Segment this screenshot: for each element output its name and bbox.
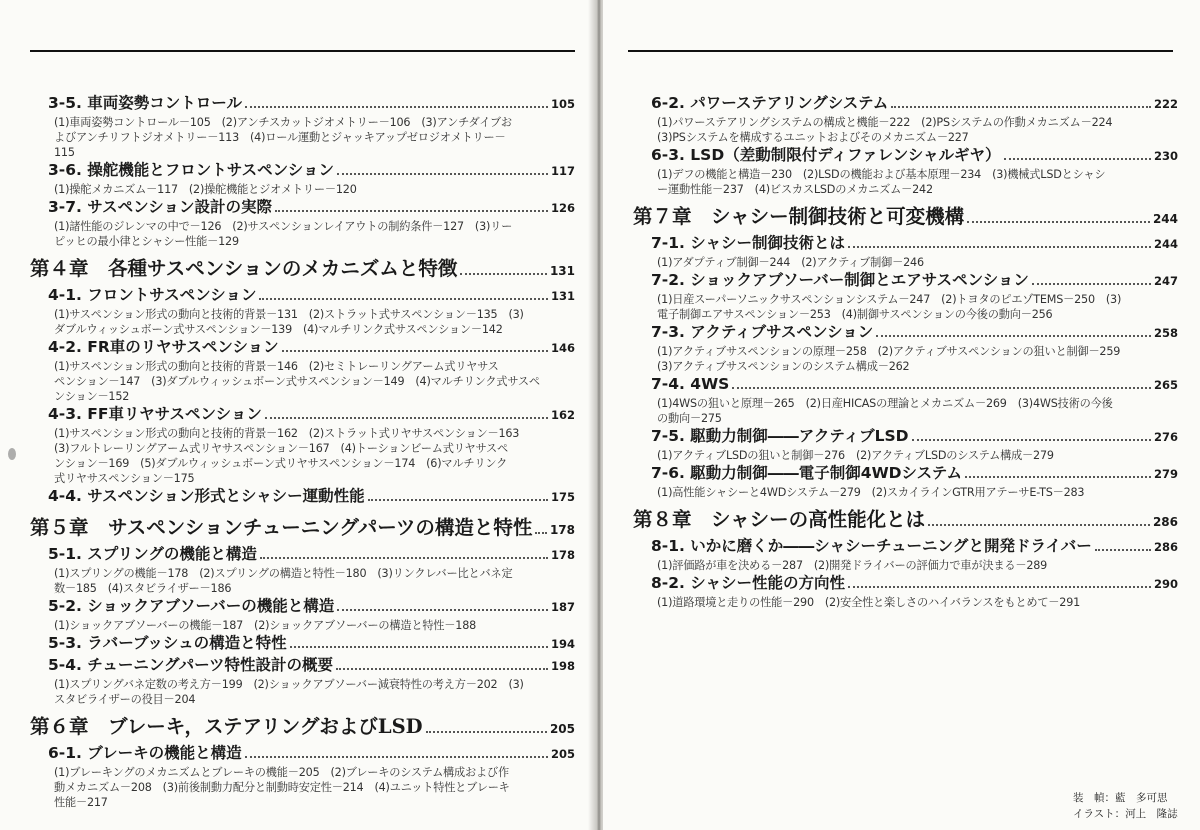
toc-entry-title: 第５章 サスペンションチューニングパーツの構造と特性 bbox=[30, 516, 533, 539]
dot-leader bbox=[876, 335, 1151, 337]
toc-entry-title: 4-4. サスペンション形式とシャシー運動性能 bbox=[48, 487, 365, 505]
credit-illustration bbox=[1073, 806, 1178, 822]
toc-page-number: 279 bbox=[1153, 467, 1178, 481]
toc-subtopic-line: (1)諸性能のジレンマの中で－126 (2)サスペンションレイアウトの制約条件－127 (3)リー bbox=[54, 220, 513, 233]
toc-section bbox=[633, 426, 1178, 448]
toc-page-number: 126 bbox=[550, 201, 575, 215]
credit-name: 河上 隆誌 bbox=[1125, 808, 1178, 820]
toc-entry-title: 6-1. ブレーキの機能と構造 bbox=[48, 744, 242, 762]
toc-chapter bbox=[30, 713, 575, 743]
toc-section bbox=[30, 404, 575, 426]
toc-page-number: 265 bbox=[1153, 378, 1178, 392]
dot-leader bbox=[1004, 158, 1151, 160]
toc-subtopic-line: ピッヒの最小律とシャシー性能－129 bbox=[54, 235, 239, 248]
toc-page-number: 178 bbox=[549, 523, 575, 537]
dot-leader bbox=[891, 106, 1151, 108]
toc-subtopic-line: (1)ブレーキングのメカニズムとブレーキの機能－205 (2)ブレーキのシステム構成および作 bbox=[54, 766, 509, 779]
toc-page-number: 276 bbox=[1153, 430, 1178, 444]
dot-leader bbox=[1095, 549, 1151, 551]
toc-page-number: 198 bbox=[550, 659, 575, 673]
toc-page-number: 244 bbox=[1152, 212, 1178, 226]
toc-chapter bbox=[30, 255, 575, 285]
toc-subtopic-line: ンション－152 bbox=[54, 390, 130, 403]
toc-page-number: 117 bbox=[550, 164, 575, 178]
smudge-mark bbox=[8, 448, 16, 460]
toc-chapter bbox=[633, 506, 1178, 536]
toc-section bbox=[30, 655, 575, 677]
dot-leader bbox=[928, 524, 1150, 526]
toc-subtopic-line: (3)フルトレーリングアーム式リヤサスペンション－167 (4)トーションビーム式リヤサスペ bbox=[54, 442, 509, 455]
toc-subtopic-line: よびアンチリフトジオメトリー－113 (4)ロール運動とジャッキアップゼロジオメトリー－ bbox=[54, 131, 506, 144]
toc-subtopic-line: (3)PSシステムを構成するユニットおよびそのメカニズム－227 bbox=[657, 131, 969, 144]
toc-section bbox=[30, 596, 575, 618]
toc-entry-title: 3-5. 車両姿勢コントロール bbox=[48, 94, 242, 112]
toc-section bbox=[633, 145, 1178, 167]
toc-subtopics bbox=[30, 359, 575, 404]
toc-chapter bbox=[30, 514, 575, 544]
toc-section bbox=[633, 536, 1178, 558]
dot-leader bbox=[965, 476, 1151, 478]
toc-subtopic-line: (1)ショックアブソーバーの機能－187 (2)ショックアブソーバーの構造と特性－188 bbox=[54, 619, 477, 632]
credit-label: イラスト： bbox=[1073, 808, 1126, 820]
toc-entry-title: 7-6. 駆動力制御――電子制御4WDシステム bbox=[651, 464, 962, 482]
toc-subtopics bbox=[30, 618, 575, 633]
toc-subtopic-line: ンション－169 (5)ダブルウィッシュボーン式リヤサスペンション－174 (6)マルチリンク bbox=[54, 457, 508, 470]
toc-entry-title: 7-3. アクティブサスペンション bbox=[651, 323, 874, 341]
toc-subtopic-line: スタビライザーの役目－204 bbox=[54, 693, 196, 706]
toc-entry-title: 4-2. FR車のリヤサスペンション bbox=[48, 338, 279, 356]
dot-leader bbox=[260, 557, 548, 559]
toc-subtopic-line: (3)アクティブサスペンションのシステム構成－262 bbox=[657, 360, 910, 373]
toc-subtopic-line: (1)アダプティブ制御－244 (2)アクティブ制御－246 bbox=[657, 256, 924, 269]
toc-subtopic-line: 動メカニズム－208 (3)前後制動力配分と制動時安定性－214 (4)ユニット特性とブレーキ bbox=[54, 781, 510, 794]
toc-entry-title: 第７章 シャシー制御技術と可変機構 bbox=[633, 205, 965, 228]
toc-entry-title: 8-1. いかに磨くか――シャシーチューニングと開発ドライバー bbox=[651, 537, 1092, 555]
toc-subtopics bbox=[30, 307, 575, 337]
toc-entry-title: 7-4. 4WS bbox=[651, 375, 730, 393]
dot-leader bbox=[368, 499, 548, 501]
dot-leader bbox=[337, 609, 548, 611]
toc-subtopics bbox=[633, 344, 1178, 374]
toc-page-number: 205 bbox=[549, 722, 575, 736]
toc-section bbox=[30, 486, 575, 508]
toc-entry-title: 3-7. サスペンション設計の実際 bbox=[48, 198, 272, 216]
toc-subtopic-line: (1)4WSの狙いと原理－265 (2)日産HICASの理論とメカニズム－269 (3)4WS技術の今後 bbox=[657, 397, 1113, 410]
toc-section bbox=[633, 233, 1178, 255]
toc-subtopics bbox=[30, 765, 575, 810]
toc-page-number: 178 bbox=[550, 548, 575, 562]
toc-page-number: 244 bbox=[1153, 237, 1178, 251]
toc-subtopics bbox=[30, 566, 575, 596]
toc-right bbox=[633, 93, 1178, 610]
dot-leader bbox=[426, 731, 547, 733]
toc-subtopic-line: の動向－275 bbox=[657, 412, 722, 425]
toc-entry-title: 7-2. ショックアブソーバー制御とエアサスペンション bbox=[651, 271, 1029, 289]
toc-subtopic-line: (1)パワーステアリングシステムの構成と機能－222 (2)PSシステムの作動メカニズム－224 bbox=[657, 116, 1113, 129]
toc-section bbox=[30, 93, 575, 115]
toc-section bbox=[30, 544, 575, 566]
toc-subtopic-line: 電子制御エアサスペンション－253 (4)制御サスペンションの今後の動向－256 bbox=[657, 308, 1053, 321]
toc-subtopics bbox=[30, 182, 575, 197]
left-page bbox=[0, 0, 598, 830]
toc-section bbox=[30, 743, 575, 765]
toc-section bbox=[633, 463, 1178, 485]
toc-subtopics bbox=[30, 115, 575, 160]
dot-leader bbox=[967, 221, 1150, 223]
toc-page-number: 187 bbox=[550, 600, 575, 614]
toc-subtopic-line: 性能－217 bbox=[54, 796, 108, 809]
toc-section bbox=[30, 337, 575, 359]
toc-entry-title: 5-2. ショックアブソーバーの機能と構造 bbox=[48, 597, 335, 615]
right-page bbox=[603, 0, 1200, 830]
dot-leader bbox=[535, 532, 547, 534]
toc-subtopic-line: (1)道路環境と走りの性能－290 (2)安全性と楽しさのハイバランスをもとめて－291 bbox=[657, 596, 1081, 609]
toc-subtopics bbox=[633, 595, 1178, 610]
toc-entry-title: 第８章 シャシーの高性能化とは bbox=[633, 508, 926, 531]
toc-subtopic-line: 式リヤサスペンション－175 bbox=[54, 472, 195, 485]
toc-entry-title: 3-6. 操舵機能とフロントサスペンション bbox=[48, 161, 334, 179]
dot-leader bbox=[259, 298, 548, 300]
top-rule bbox=[628, 50, 1173, 52]
toc-entry-title: 6-3. LSD（差動制限付ディファレンシャルギヤ） bbox=[651, 146, 1001, 164]
toc-page-number: 230 bbox=[1153, 149, 1178, 163]
dot-leader bbox=[336, 668, 548, 670]
toc-entry-title: 4-3. FF車リヤサスペンション bbox=[48, 405, 262, 423]
toc-entry-title: 5-4. チューニングパーツ特性設計の概要 bbox=[48, 656, 333, 674]
dot-leader bbox=[265, 417, 548, 419]
dot-leader bbox=[290, 646, 548, 648]
toc-subtopic-line: 数－185 (4)スタビライザー－186 bbox=[54, 582, 232, 595]
credit-binding bbox=[1073, 790, 1178, 806]
toc-subtopic-line: (1)スプリングの機能－178 (2)スプリングの構造と特性－180 (3)リンクレバー比とバネ定 bbox=[54, 567, 513, 580]
dot-leader bbox=[848, 586, 1151, 588]
toc-subtopics bbox=[633, 115, 1178, 145]
toc-entry-title: 7-1. シャシー制御技術とは bbox=[651, 234, 845, 252]
dot-leader bbox=[460, 273, 547, 275]
toc-subtopics bbox=[633, 255, 1178, 270]
toc-subtopic-line: (1)サスペンション形式の動向と技術的背景－162 (2)ストラット式リヤサスペンション－163 bbox=[54, 427, 520, 440]
dot-leader bbox=[282, 350, 548, 352]
toc-page-number: 222 bbox=[1153, 97, 1178, 111]
credit-name: 藍 多可思 bbox=[1115, 792, 1168, 804]
top-rule bbox=[30, 50, 575, 52]
dot-leader bbox=[245, 756, 548, 758]
toc-page-number: 286 bbox=[1152, 515, 1178, 529]
toc-section bbox=[633, 270, 1178, 292]
toc-section bbox=[633, 322, 1178, 344]
toc-page-number: 290 bbox=[1153, 577, 1178, 591]
toc-section bbox=[633, 573, 1178, 595]
toc-subtopics bbox=[633, 292, 1178, 322]
toc-page-number: 105 bbox=[550, 97, 575, 111]
credit-label: 装 幀： bbox=[1073, 792, 1115, 804]
dot-leader bbox=[848, 246, 1151, 248]
toc-subtopic-line: ダブルウィッシュボーン式サスペンション－139 (4)マルチリンク式サスペンション－142 bbox=[54, 323, 503, 336]
toc-page-number: 194 bbox=[550, 637, 575, 651]
toc-subtopic-line: (1)評価路が車を決める－287 (2)開発ドライバーの評価力で車が決まる－289 bbox=[657, 559, 1048, 572]
toc-page-number: 175 bbox=[550, 490, 575, 504]
toc-section bbox=[633, 93, 1178, 115]
toc-left bbox=[30, 93, 575, 810]
toc-subtopics bbox=[633, 485, 1178, 500]
dot-leader bbox=[245, 106, 548, 108]
toc-entry-title: 第４章 各種サスペンションのメカニズムと特徴 bbox=[30, 257, 458, 280]
dot-leader bbox=[275, 210, 548, 212]
toc-subtopic-line: ー運動性能－237 (4)ビスカスLSDのメカニズム－242 bbox=[657, 183, 933, 196]
toc-page-number: 162 bbox=[550, 408, 575, 422]
toc-subtopic-line: (1)スプリングバネ定数の考え方－199 (2)ショックアブソーバー減衰特性の考え方－202 (3) bbox=[54, 678, 524, 691]
toc-subtopic-line: (1)サスペンション形式の動向と技術的背景－146 (2)セミトレーリングアーム式リヤサス bbox=[54, 360, 499, 373]
toc-section bbox=[30, 160, 575, 182]
toc-subtopic-line: ペンション－147 (3)ダブルウィッシュボーン式サスペンション－149 (4)マルチリンク式サスペ bbox=[54, 375, 540, 388]
toc-page-number: 131 bbox=[550, 289, 575, 303]
toc-entry-title: 6-2. パワーステアリングシステム bbox=[651, 94, 889, 112]
toc-subtopics bbox=[30, 426, 575, 486]
toc-entry-title: 5-1. スプリングの機能と構造 bbox=[48, 545, 257, 563]
toc-subtopic-line: (1)アクティブLSDの狙いと制御－276 (2)アクティブLSDのシステム構成－279 bbox=[657, 449, 1054, 462]
toc-subtopic-line: (1)サスペンション形式の動向と技術的背景－131 (2)ストラット式サスペンション－135 (3) bbox=[54, 308, 524, 321]
toc-entry-title: 7-5. 駆動力制御――アクティブLSD bbox=[651, 427, 909, 445]
dot-leader bbox=[337, 173, 548, 175]
toc-subtopics bbox=[633, 396, 1178, 426]
toc-entry-title: 5-3. ラバーブッシュの構造と特性 bbox=[48, 634, 287, 652]
toc-page-number: 205 bbox=[550, 747, 575, 761]
toc-subtopic-line: (1)デフの機能と構造－230 (2)LSDの機能および基本原理－234 (3)機械式LSDとシャシ bbox=[657, 168, 1106, 181]
toc-subtopics bbox=[633, 558, 1178, 573]
toc-subtopic-line: (1)アクティブサスペンションの原理－258 (2)アクティブサスペンションの狙いと制御－259 bbox=[657, 345, 1121, 358]
toc-section bbox=[633, 374, 1178, 396]
toc-entry-title: 第６章 ブレーキ，ステアリングおよびLSD bbox=[30, 715, 423, 738]
dot-leader bbox=[912, 439, 1151, 441]
toc-section bbox=[30, 197, 575, 219]
dot-leader bbox=[732, 387, 1151, 389]
toc-entry-title: 4-1. フロントサスペンション bbox=[48, 286, 257, 304]
toc-subtopic-line: (1)高性能シャシーと4WDシステム－279 (2)スカイラインGTR用アテーサE-TS－283 bbox=[657, 486, 1085, 499]
toc-page-number: 286 bbox=[1153, 540, 1178, 554]
toc-subtopics bbox=[633, 167, 1178, 197]
dot-leader bbox=[1032, 283, 1151, 285]
toc-subtopic-line: (1)操舵メカニズム－117 (2)操舵機能とジオメトリー－120 bbox=[54, 183, 357, 196]
toc-subtopic-line: (1)車両姿勢コントロール－105 (2)アンチスカットジオメトリー－106 (3)アンチダイブお bbox=[54, 116, 512, 129]
toc-subtopics bbox=[30, 677, 575, 707]
toc-page-number: 131 bbox=[549, 264, 575, 278]
toc-chapter bbox=[633, 203, 1178, 233]
toc-section bbox=[30, 633, 575, 655]
toc-entry-title: 8-2. シャシー性能の方向性 bbox=[651, 574, 845, 592]
toc-subtopic-line: (1)日産スーパーソニックサスペンションシステム－247 (2)トヨタのピエゾTEMS－250 (3) bbox=[657, 293, 1122, 306]
toc-subtopics bbox=[633, 448, 1178, 463]
toc-subtopics bbox=[30, 219, 575, 249]
toc-page-number: 247 bbox=[1153, 274, 1178, 288]
toc-page-number: 258 bbox=[1153, 326, 1178, 340]
toc-subtopic-line: 115 bbox=[54, 146, 75, 159]
credits bbox=[1073, 790, 1178, 822]
toc-page-number: 146 bbox=[550, 341, 575, 355]
toc-section bbox=[30, 285, 575, 307]
